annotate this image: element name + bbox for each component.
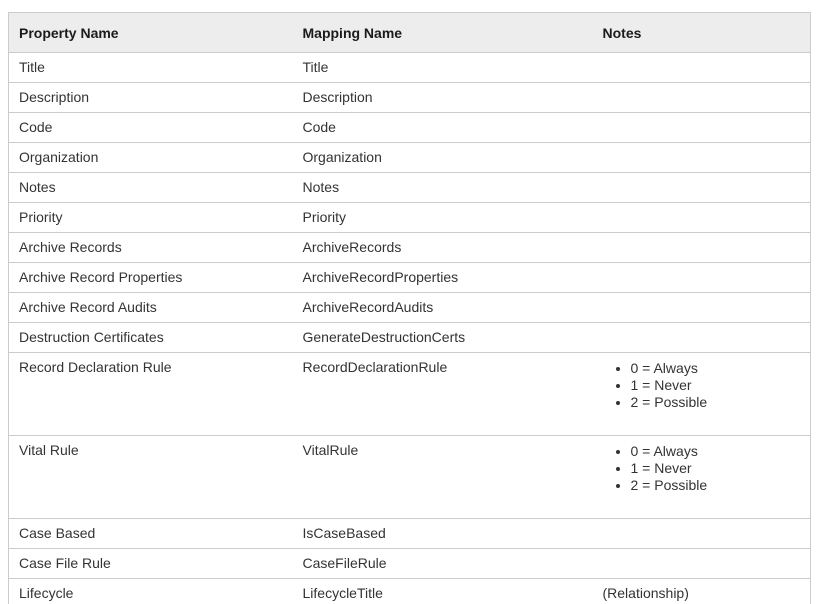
table-row: [9, 293, 811, 323]
mapping-name-cell: Title: [293, 53, 593, 83]
property-name-cell: Code: [9, 113, 293, 143]
property-name-cell: Priority: [9, 203, 293, 233]
table-row: [9, 143, 811, 173]
mapping-name-cell: CaseFileRule: [293, 549, 593, 579]
mapping-name-cell: Priority: [293, 203, 593, 233]
table-row: [9, 203, 811, 233]
notes-list-item: • 0 = Always: [631, 360, 801, 376]
mapping-name-cell: ArchiveRecordProperties: [293, 263, 593, 293]
table-row: [9, 353, 811, 436]
notes-cell: [593, 53, 811, 83]
column-header-mapping-name: Mapping Name: [293, 13, 593, 53]
notes-cell: [593, 323, 811, 353]
notes-cell: [593, 263, 811, 293]
table-row: [9, 579, 811, 604]
mapping-name-cell: RecordDeclarationRule: [293, 353, 593, 436]
table-row: [9, 173, 811, 203]
mapping-name-cell: LifecycleTitle: [293, 579, 593, 604]
column-header-property-name: Property Name: [9, 13, 293, 53]
property-name-cell: Vital Rule: [9, 436, 293, 519]
table-row: [9, 53, 811, 83]
column-header-notes: Notes: [593, 13, 811, 53]
property-name-cell: Case File Rule: [9, 549, 293, 579]
notes-list: [603, 360, 801, 410]
table-header-row: [9, 13, 811, 53]
notes-list-item: • 2 = Possible: [631, 394, 801, 410]
mapping-name-cell: Code: [293, 113, 593, 143]
property-name-cell: Destruction Certificates: [9, 323, 293, 353]
mapping-name-cell: Organization: [293, 143, 593, 173]
mapping-name-cell: GenerateDestructionCerts: [293, 323, 593, 353]
property-name-cell: Lifecycle: [9, 579, 293, 604]
table-row: [9, 436, 811, 519]
notes-list-item: • 1 = Never: [631, 460, 801, 476]
mapping-name-cell: Description: [293, 83, 593, 113]
mapping-name-cell: ArchiveRecordAudits: [293, 293, 593, 323]
mapping-name-cell: VitalRule: [293, 436, 593, 519]
table-header: [9, 13, 811, 53]
table-body: [9, 53, 811, 604]
mapping-name-cell: ArchiveRecords: [293, 233, 593, 263]
table-row: [9, 263, 811, 293]
property-name-cell: Organization: [9, 143, 293, 173]
property-name-cell: Case Based: [9, 519, 293, 549]
mapping-name-cell: IsCaseBased: [293, 519, 593, 549]
property-mapping-table: [8, 12, 811, 604]
notes-cell: [593, 233, 811, 263]
notes-cell: (Relationship): [593, 579, 811, 604]
property-name-cell: Notes: [9, 173, 293, 203]
table-row: [9, 549, 811, 579]
notes-cell: [593, 436, 811, 519]
property-name-cell: Description: [9, 83, 293, 113]
notes-list-item: • 1 = Never: [631, 377, 801, 393]
notes-cell: [593, 143, 811, 173]
table-row: [9, 519, 811, 549]
table-row: [9, 113, 811, 143]
notes-cell: [593, 173, 811, 203]
notes-cell: [593, 519, 811, 549]
notes-cell: [593, 83, 811, 113]
mapping-name-cell: Notes: [293, 173, 593, 203]
notes-cell: [593, 549, 811, 579]
notes-list: [603, 443, 801, 493]
notes-cell: [593, 293, 811, 323]
notes-list-item: • 2 = Possible: [631, 477, 801, 493]
table-row: [9, 83, 811, 113]
notes-cell: [593, 353, 811, 436]
property-name-cell: Archive Record Properties: [9, 263, 293, 293]
property-name-cell: Record Declaration Rule: [9, 353, 293, 436]
property-name-cell: Title: [9, 53, 293, 83]
table-row: [9, 323, 811, 353]
property-name-cell: Archive Records: [9, 233, 293, 263]
notes-cell: [593, 203, 811, 233]
notes-cell: [593, 113, 811, 143]
property-name-cell: Archive Record Audits: [9, 293, 293, 323]
notes-list-item: • 0 = Always: [631, 443, 801, 459]
table-row: [9, 233, 811, 263]
